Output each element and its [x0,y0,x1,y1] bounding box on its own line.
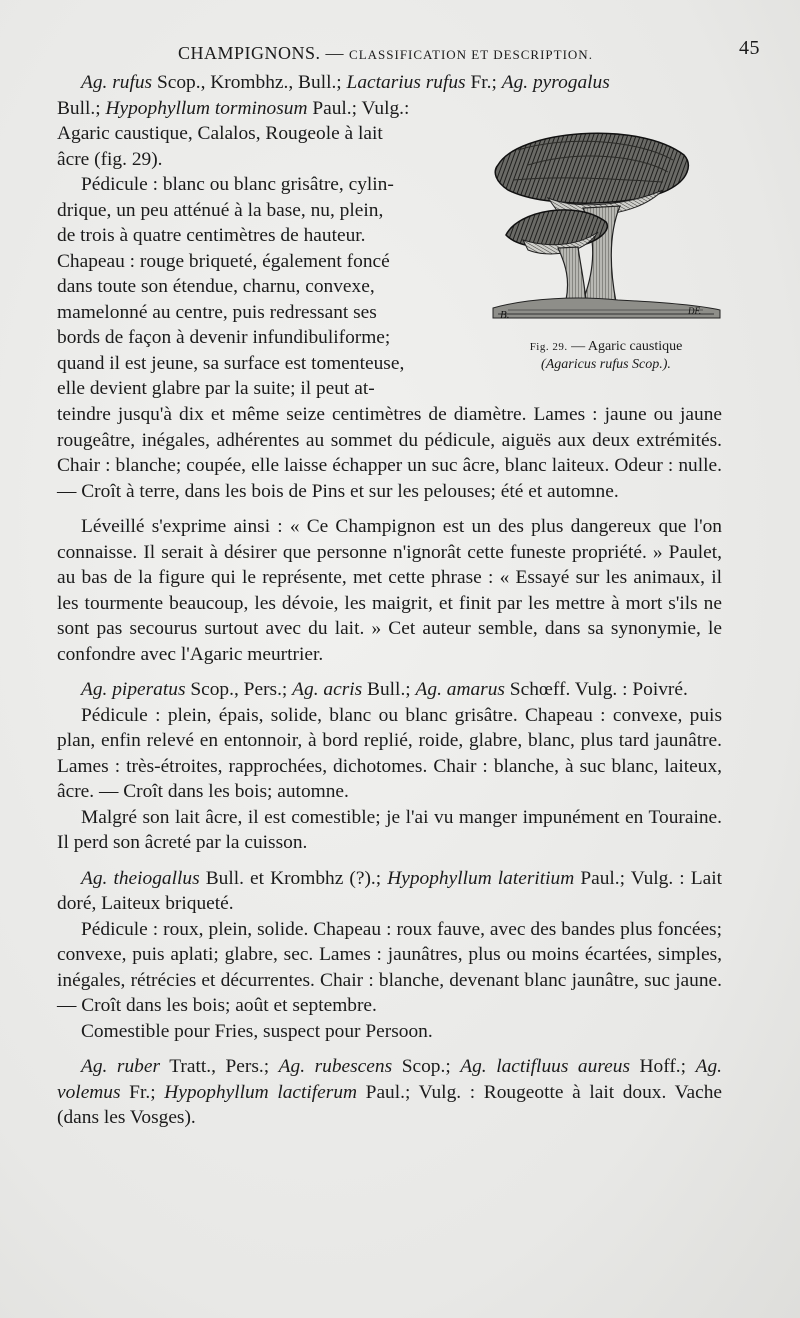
authority: Fr.; [465,72,502,93]
main-body [57,402,722,1131]
taxon-name: Ag. ruber [81,1056,161,1077]
running-head-sub: CLASSIFICATION ET DESCRIPTION. [349,47,593,62]
authority: Scop., Pers.; [185,679,293,700]
authority: Paul.; Vulg. : Lait doré, Laiteux briqueté. [57,867,722,914]
mushroom-engraving-icon [488,120,724,330]
description-line: elle devient glabre par la suite; il peut at- [57,378,375,399]
authority: Hoff.; [630,1056,696,1077]
taxon-name: Ag. volemus [57,1056,722,1103]
taxon-name: Ag. lactifluus aureus [460,1056,630,1077]
description-line: Pédicule : blanc ou blanc grisâtre, cylin- [81,174,394,195]
figure-caption [488,338,724,374]
synonymy-rufus [57,70,722,96]
vernacular-names-end: âcre (fig. 29). [57,148,163,170]
caption-latin: (Agaricus rufus Scop.). [541,357,671,372]
description-line: Chapeau : rouge briqueté, également foncé [57,250,390,272]
authority: Scop.; [392,1056,461,1077]
description-line: dans toute son étendue, charnu, convexe, [57,276,375,297]
running-head [178,43,593,64]
engraver-mark-right: DF. [688,306,702,316]
authority: Tratt., Pers.; [160,1056,279,1077]
synonymy-piperatus [57,677,722,703]
synonymy-theiogallus [57,866,722,917]
authority: Fr.; [120,1081,165,1103]
figure-29 [488,120,724,378]
piperatus-note: Malgré son lait âcre, il est comestible; je l'ai vu manger impunément en Touraine. Il perd son âcreté par la cuisson. [57,806,722,853]
authority: Bull.; [57,97,106,119]
taxon-name: Ag. acris [292,679,363,700]
description-line: quand il est jeune, sa surface est tomenteuse, [57,352,405,374]
authority: Bull. et Krombhz (?).; [199,867,388,889]
running-head-main: CHAMPIGNONS. [178,43,321,63]
page-number: 45 [739,37,760,59]
theiogallus-description: Pédicule : roux, plein, solide. Chapeau : roux fauve, avec des bandes plus foncées; convexe, puis aplati; glabre, sec. Lames : jaunâtres, plus ou moins écartées, simples, inégales, rétrécies et décurrentes. Chair : blanche, devenant blanc jaunâtre, suc jaune. — Croît dans les bois; août et septembre. [57,918,722,1016]
taxon-name: Ag. rubescens [278,1056,393,1077]
rufus-column [57,96,457,402]
caption-text: — Agaric caustique [567,339,683,354]
leveille-quote: Léveillé s'exprime ainsi : « Ce Champignon est un des plus dangereux que l'on connaisse. Il serait à désirer que personne n'ignorât cette funeste propriété. » Paulet, au bas de la figure qui le représente, met cette phrase : « Essayé sur les animaux, il les tourmente beaucoup, les dévoie, les maigrit, et finit par les mettre à mort s'ils ne sont pas secourus surtout avec du lait. » Cet auteur semble, dans sa synonymie, le confondre avec l'Agaric meurtrier. [57,516,722,665]
taxon-name: Lactarius rufus [346,72,466,93]
taxon-name: Hypophyllum lateritium [387,867,575,889]
taxon-name: Hypophyllum lactiferum [164,1081,358,1103]
theiogallus-note: Comestible pour Fries, suspect pour Persoon. [81,1020,433,1042]
synonymy-ruber [57,1054,722,1131]
authority: Schœff. Vulg. : Poivré. [504,679,688,700]
taxon-name: Hypophyllum torminosum [105,97,308,119]
taxon-name: Ag. piperatus [81,679,186,700]
authority: Paul.; Vulg. : Rougeotte à lait doux. Vache (dans les Vosges). [57,1081,722,1128]
authority: Bull.; [362,679,416,700]
engraver-mark-left: B. [500,309,510,321]
taxon-name: Ag. rufus [81,72,153,93]
description-line: de trois à quatre centimètres de hauteur. [57,225,366,246]
taxon-name: Ag. pyrogalus [501,72,610,93]
piperatus-description: Pédicule : plein, épais, solide, blanc ou blanc grisâtre. Chapeau : convexe, puis plan, enfin relevé en entonnoir, à bord replié, roide, glabre, blanc, plus tard jaunâtre. Lames : très-étroites, rapprochées, dichotomes. Chair : blanche, à suc blanc, laiteux, âcre. — Croît dans les bois; automne. [57,704,722,802]
authority: Paul.; Vulg.: [307,97,410,119]
description-line: drique, un peu atténué à la base, nu, plein, [57,199,384,221]
caption-label: Fig. 29. [529,341,568,353]
running-head-dash: — [320,43,350,63]
description-line: mamelonné au centre, puis redressant ses [57,301,377,323]
rufus-description-continued: teindre jusqu'à dix et même seize centimètres de diamètre. Lames : jaune ou jaune rougeâtre, inégales, adhérentes au sommet du pédicule, aiguës aux deux extrémités. Chair : blanche; coupée, elle laisse échapper un suc âcre, blanc laiteux. Odeur : nulle. — Croît à terre, dans les bois de Pins et sur les pelouses; été et automne. [57,404,722,502]
running-header [178,37,760,65]
description-line: bords de façon à devenir infundibuliforme; [57,327,391,348]
authority: Scop., Krombhz., Bull.; [152,72,347,93]
taxon-name: Ag. theiogallus [81,867,200,889]
vernacular-names: Agaric caustique, Calalos, Rougeole à lait [57,123,383,144]
taxon-name: Ag. amarus [415,679,505,700]
